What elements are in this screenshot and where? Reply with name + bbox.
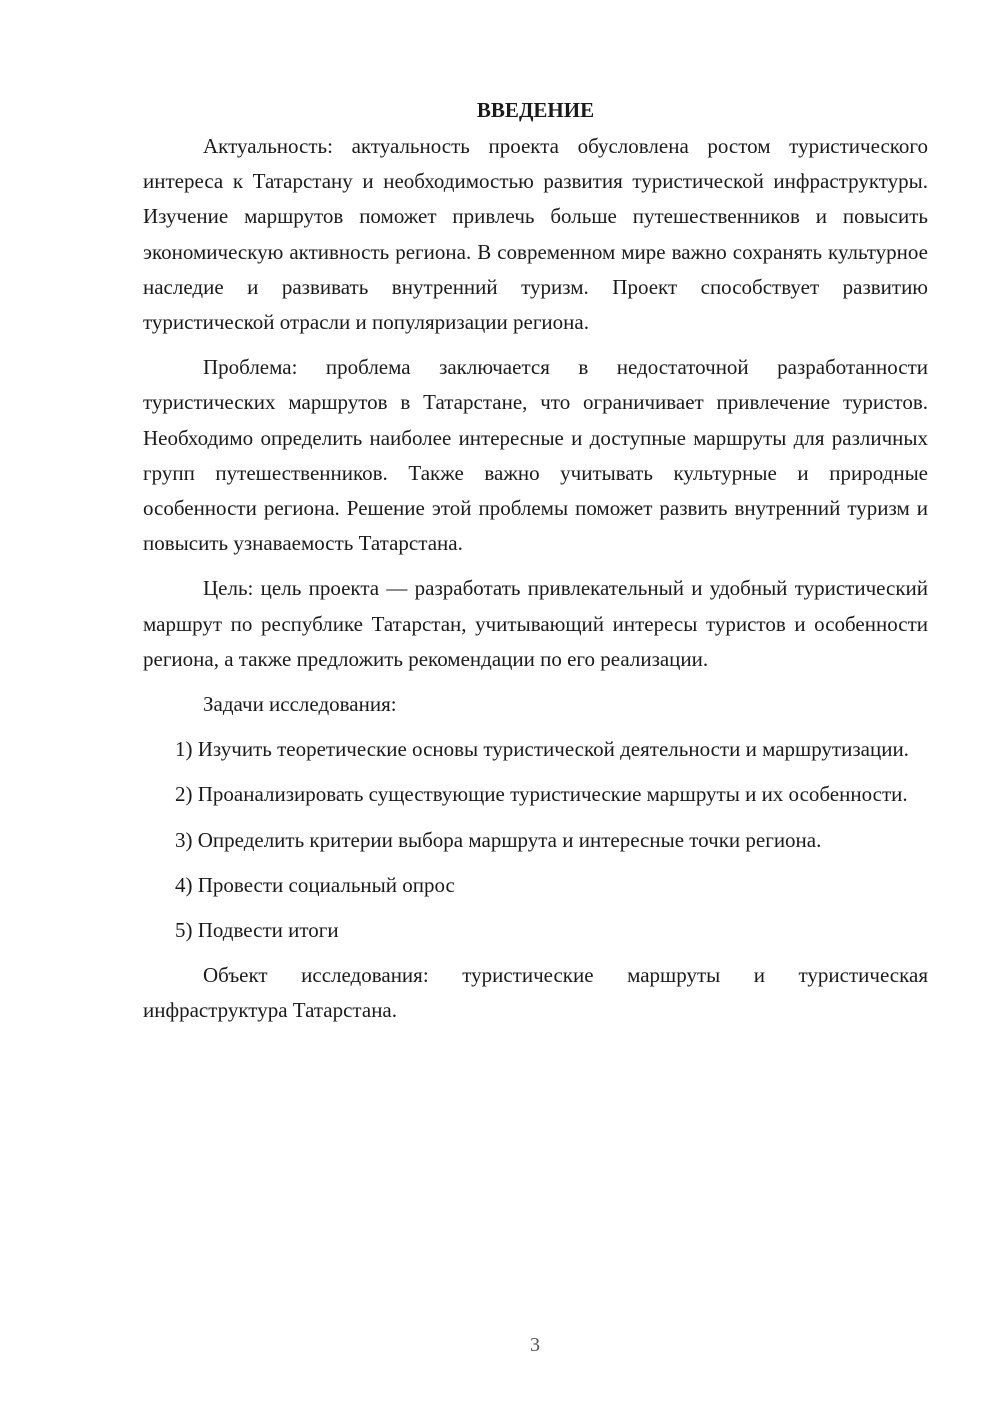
problem-paragraph: Проблема: проблема заключается в недостаточной разработанности туристических маршрутов в Татарстане, что ограничивает привлечение туристов. Необходимо определить наиболее интересные и доступные маршруты для различных групп путешественников. Также важно учитывать культурные и природные особенности региона. Решение этой проблемы поможет развить внутренний туризм и повысить узнаваемость Татарстана. <box>143 355 928 556</box>
section-heading: ВВЕДЕНИЕ <box>476 98 595 122</box>
relevance-paragraph: Актуальность: актуальность проекта обусловлена ростом туристического интереса к Татарстану и необходимостью развития туристической инфраструктуры. Изучение маршрутов поможет привлечь больше путешественников и повысить экономическую активность региона. В современном мире важно сохранять культурное наследие и развивать внутренний туризм. Проект способствует развитию туристической отрасли и популяризации региона. <box>143 134 928 335</box>
document-page <box>143 95 928 1039</box>
object-paragraph: Объект исследования: туристические маршруты и туристическая инфраструктура Татарстана. <box>143 963 928 1023</box>
goal-paragraph: Цель: цель проекта — разработать привлекательный и удобный туристический маршрут по республике Татарстан, учитывающий интересы туристов и особенности региона, а также предложить рекомендации по его реализации. <box>143 576 928 671</box>
task-item: 2) Проанализировать существующие туристические маршруты и их особенности. <box>175 782 908 807</box>
task-item: 1) Изучить теоретические основы туристической деятельности и маршрутизации. <box>175 737 909 762</box>
tasks-intro: Задачи исследования: <box>203 692 397 717</box>
page-number: 3 <box>530 1334 540 1356</box>
task-item: 5) Подвести итоги <box>175 918 339 943</box>
task-item: 3) Определить критерии выбора маршрута и интересные точки региона. <box>175 827 822 852</box>
tasks-list <box>143 732 928 948</box>
task-item: 4) Провести социальный опрос <box>175 872 455 897</box>
